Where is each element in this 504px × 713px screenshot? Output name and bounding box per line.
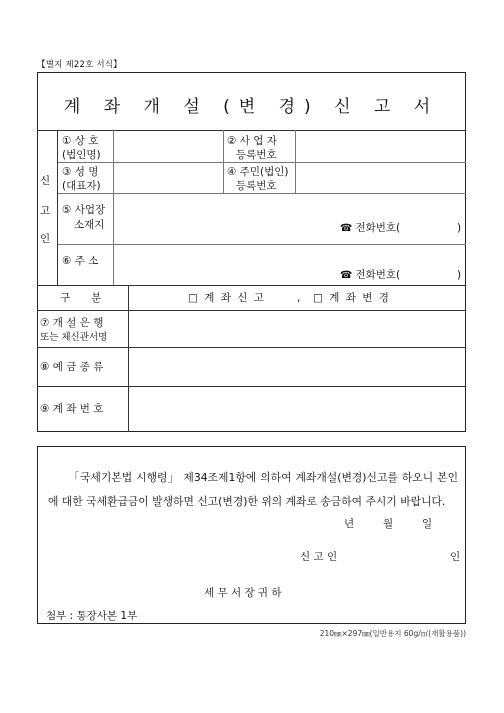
bank-label: ⑦ 개 설 은 행 [40,317,104,329]
divider [37,285,466,286]
name-label: ③ 성 명 [62,166,99,178]
business-phone [340,221,400,236]
deposit-type-field[interactable] [130,349,463,384]
addressee: 세 무 서 장 귀 하 [204,587,282,599]
business-address-sublabel: 소재지 [74,219,105,231]
statement-text [48,466,458,514]
address-field[interactable] [115,247,463,267]
attachment: 첨부 : 통장사본 1부 [46,610,138,622]
divider [57,162,466,163]
business-address-field[interactable] [115,196,463,218]
applicant-label: 신 고 인 [300,551,338,563]
business-reg-field[interactable] [297,133,463,160]
address-label: ⑥ 주 소 [62,255,99,267]
form-number: 【별지 제22호 서식】 [37,60,122,70]
phone-label: 전화번호( [355,269,401,281]
declarant-label-3: 인 [40,233,51,245]
declarant-label-2: 고 [40,205,51,217]
option-account-change[interactable]: □ 계 좌 변 경 [313,292,391,304]
name-sublabel: (대표자) [62,180,101,192]
date-month: 월 [383,518,394,530]
divider [57,193,466,194]
divider [113,130,114,285]
divider [37,386,466,387]
category-label: 구 분 [60,292,102,304]
resident-reg-sublabel: 등록번호 [236,180,277,192]
divider [37,130,466,131]
divider [57,130,58,285]
form-title: 계 좌 개 설 (변 경) 신 고 서 [63,97,440,117]
trade-name-field[interactable] [115,133,221,160]
divider [223,130,224,193]
bank-sublabel: 또는 체신관서명 [40,332,108,343]
date-day: 일 [422,518,433,530]
name-field[interactable] [115,164,221,191]
divider [295,130,296,193]
seal-label: 인 [450,551,461,563]
divider [128,285,129,432]
paper-spec: 210㎜×297㎜(일반용지 60g/㎡(재활용품)) [319,629,466,638]
phone-close: ) [457,269,462,281]
account-number-label: ⑨ 계 좌 번 호 [40,403,104,415]
business-address-label: ⑤ 사업장 [62,204,106,216]
divider [57,244,466,245]
business-reg-sublabel: 등록번호 [236,149,277,161]
resident-reg-label: ④ 주민(법인) [227,166,289,178]
phone-icon: ☎ [340,223,353,234]
phone-icon: ☎ [340,270,353,281]
statement-paragraph: 「국세기본법 시행령」 제34조제1항에 의하여 계좌개설(변경)신고를 하오니 본인에 대한 국세환급금이 발생하면 신고(변경)한 위의 계좌로 송금하여 주시기 바랍니다. [48,471,458,508]
option-account-report[interactable]: □ 계 좌 신 고 [188,292,266,304]
option-separator: , [297,292,301,304]
account-number-field[interactable] [130,388,463,430]
business-reg-label: ② 사 업 자 [227,135,277,147]
bank-field[interactable] [130,312,463,345]
divider [37,347,466,348]
resident-reg-field[interactable] [297,164,463,191]
date-year: 년 [344,518,355,530]
trade-name-label: ① 상 호 [62,135,99,147]
trade-name-sublabel: (법인명) [62,149,101,161]
home-phone [340,268,400,283]
phone-label: 전화번호( [355,222,401,234]
declarant-label-1: 신 [40,175,51,187]
phone-close: ) [457,222,462,234]
deposit-type-label: ⑧ 예 금 종 류 [40,361,104,373]
divider [37,310,466,311]
